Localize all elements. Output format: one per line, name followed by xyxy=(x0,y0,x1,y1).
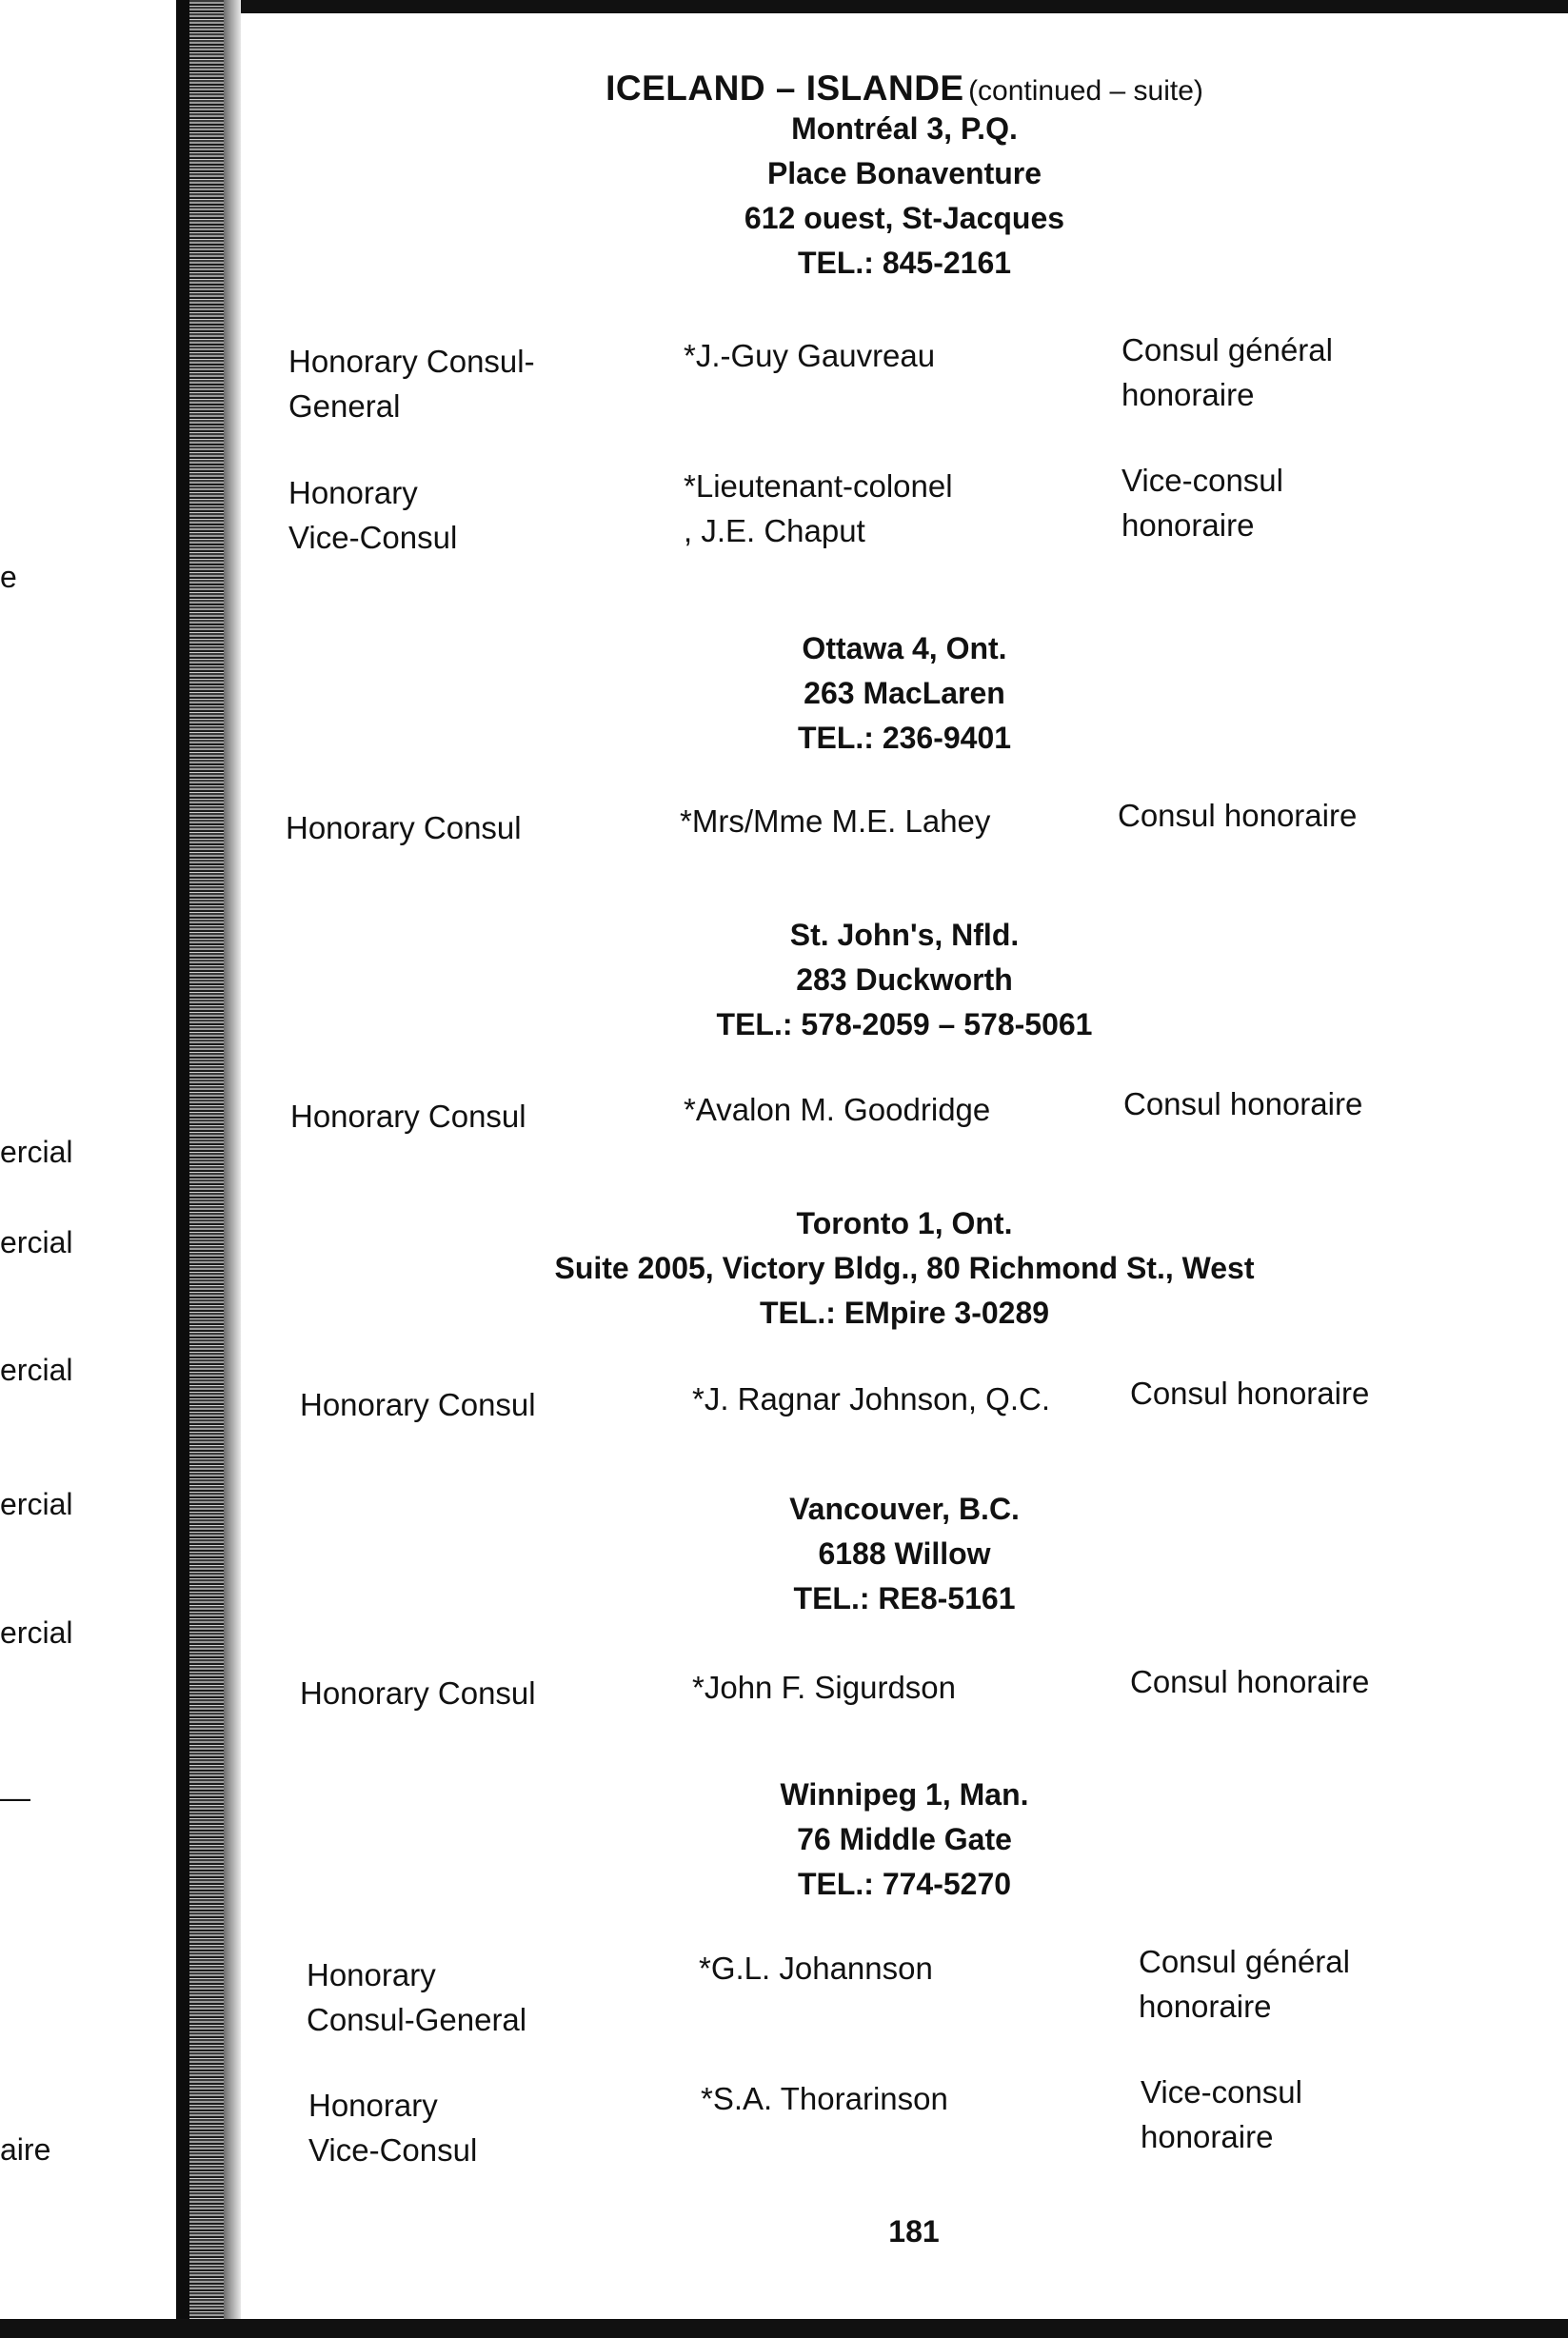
role-english: Honorary Consul- General xyxy=(288,344,535,424)
consul-name: *S.A. Thorarinson xyxy=(701,2081,948,2116)
page-subtitle: (continued – suite) xyxy=(968,75,1203,107)
margin-fragment: ercial xyxy=(0,1353,73,1387)
office-address-winnipeg: Winnipeg 1, Man. 76 Middle Gate TEL.: 774-5270 xyxy=(780,1777,1029,1901)
role-french: Consul honoraire xyxy=(1123,1086,1363,1121)
role-english: Honorary Vice-Consul xyxy=(308,2088,478,2168)
margin-fragment: aire xyxy=(0,2132,51,2167)
role-english: Honorary Consul xyxy=(290,1099,526,1134)
margin-fragment: ercial xyxy=(0,1135,73,1169)
margin-fragment: ercial xyxy=(0,1487,73,1521)
office-address-toronto: Toronto 1, Ont. Suite 2005, Victory Bldg., 80 Richmond St., West TEL.: EMpire 3-0289 xyxy=(554,1206,1255,1330)
consul-name: *G.L. Johannson xyxy=(699,1951,933,1986)
role-french: Consul général honoraire xyxy=(1121,332,1333,412)
book-binding-shadow xyxy=(176,0,241,2338)
office-address-montreal: Montréal 3, P.Q. Place Bonaventure 612 ouest, St-Jacques TEL.: 845-2161 xyxy=(744,111,1065,280)
scan-edge-top xyxy=(241,0,1568,13)
role-french: Vice-consul honoraire xyxy=(1121,463,1283,543)
scan-edge-bottom xyxy=(0,2319,1568,2338)
consul-name: *John F. Sigurdson xyxy=(692,1670,957,1705)
office-address-ottawa: Ottawa 4, Ont. 263 MacLaren TEL.: 236-9401 xyxy=(797,631,1012,755)
role-french: Consul honoraire xyxy=(1130,1664,1370,1699)
role-french: Consul général honoraire xyxy=(1139,1944,1350,2024)
role-english: Honorary Consul xyxy=(286,810,522,845)
left-margin-previous-page xyxy=(0,0,176,2338)
margin-fragment: — xyxy=(0,1780,30,1814)
margin-fragment: ercial xyxy=(0,1225,73,1259)
page-number: 181 xyxy=(888,2214,940,2249)
role-french: Consul honoraire xyxy=(1118,798,1358,833)
consul-name: *Mrs/Mme M.E. Lahey xyxy=(680,803,991,839)
role-french: Consul honoraire xyxy=(1130,1376,1370,1411)
office-address-vancouver: Vancouver, B.C. 6188 Willow TEL.: RE8-5161 xyxy=(789,1492,1020,1615)
consul-name: *J. Ragnar Johnson, Q.C. xyxy=(692,1381,1051,1417)
role-english: Honorary Vice-Consul xyxy=(288,475,458,555)
consul-name: *J.-Guy Gauvreau xyxy=(684,338,936,373)
office-address-st-johns: St. John's, Nfld. 283 Duckworth TEL.: 578-2059 – 578-5061 xyxy=(716,918,1093,1041)
consul-name: *Avalon M. Goodridge xyxy=(684,1092,991,1127)
role-english: Honorary Consul xyxy=(300,1675,536,1711)
role-english: Honorary Consul-General xyxy=(307,1957,527,2037)
page-title: ICELAND – ISLANDE xyxy=(605,69,964,108)
role-french: Vice-consul honoraire xyxy=(1141,2074,1302,2154)
page-header xyxy=(428,69,1380,109)
role-english: Honorary Consul xyxy=(300,1387,536,1422)
margin-fragment: ercial xyxy=(0,1615,73,1650)
consul-name: *Lieutenant-colonel , J.E. Chaput xyxy=(684,468,953,548)
margin-fragment: e xyxy=(0,560,17,594)
